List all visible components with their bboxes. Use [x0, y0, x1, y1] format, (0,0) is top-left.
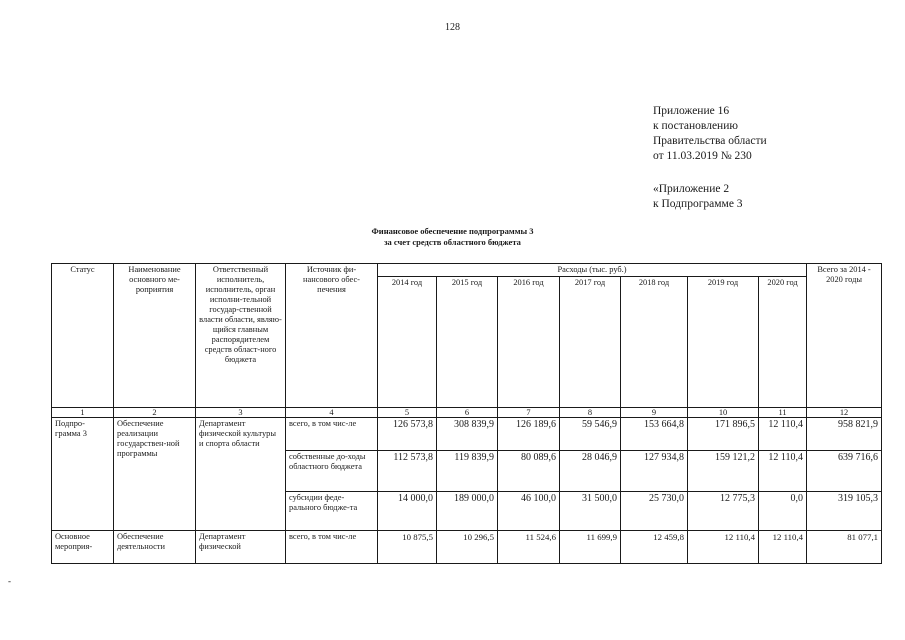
value-cell: 12 110,4 [688, 531, 759, 564]
column-number: 10 [688, 408, 759, 418]
column-number: 4 [286, 408, 378, 418]
value-cell: 127 934,8 [621, 451, 688, 492]
value-cell: 126 573,8 [378, 418, 437, 451]
value-cell: 189 000,0 [437, 492, 498, 531]
source-cell: всего, в том чис-ле [286, 418, 378, 451]
name-cell: Обеспечение деятельности [114, 531, 196, 564]
appendix-block-2 [653, 182, 743, 212]
value-cell: 59 546,9 [560, 418, 621, 451]
header-year: 2018 год [621, 277, 688, 408]
value-cell: 12 459,8 [621, 531, 688, 564]
total-cell: 958 821,9 [807, 418, 882, 451]
appendix2-line-2: к Подпрограмме 3 [653, 198, 743, 210]
header-row [52, 264, 882, 277]
header-year: 2014 год [378, 277, 437, 408]
header-expenses: Расходы (тыс. руб.) [378, 264, 807, 277]
appendix-line-4: от 11.03.2019 № 230 [653, 150, 752, 162]
value-cell: 12 110,4 [759, 531, 807, 564]
margin-mark: - [8, 576, 11, 586]
header-executor: Ответственный исполнитель, исполнитель, орган исполни-тельной государ-ственной власти области, являю-щийся главным распорядителем средств област-ного бюджета [196, 264, 286, 408]
header-source: Источник фи-нансового обес-печения [286, 264, 378, 408]
header-year: 2017 год [560, 277, 621, 408]
header-name: Наименование основного ме-роприятия [114, 264, 196, 408]
value-cell: 153 664,8 [621, 418, 688, 451]
value-cell: 46 100,0 [498, 492, 560, 531]
value-cell: 11 524,6 [498, 531, 560, 564]
title-line-1: Финансовое обеспечение подпрограммы 3 [371, 226, 534, 236]
source-cell: субсидии феде-рального бюдже-та [286, 492, 378, 531]
value-cell: 28 046,9 [560, 451, 621, 492]
document-title [0, 226, 905, 248]
page-number: 128 [445, 22, 460, 33]
executor-cell: Департамент физической культуры и спорта области [196, 418, 286, 531]
value-cell: 12 775,3 [688, 492, 759, 531]
value-cell: 80 089,6 [498, 451, 560, 492]
column-number: 1 [52, 408, 114, 418]
source-cell: всего, в том чис-ле [286, 531, 378, 564]
value-cell: 119 839,9 [437, 451, 498, 492]
executor-cell: Департамент физической [196, 531, 286, 564]
title-line-2: за счет средств областного бюджета [384, 237, 521, 247]
value-cell: 308 839,9 [437, 418, 498, 451]
value-cell: 31 500,0 [560, 492, 621, 531]
column-number: 11 [759, 408, 807, 418]
value-cell: 25 730,0 [621, 492, 688, 531]
column-number: 8 [560, 408, 621, 418]
header-year: 2016 год [498, 277, 560, 408]
column-number: 5 [378, 408, 437, 418]
table-row [52, 418, 882, 451]
header-status: Статус [52, 264, 114, 408]
column-number: 3 [196, 408, 286, 418]
header-year: 2020 год [759, 277, 807, 408]
value-cell: 12 110,4 [759, 418, 807, 451]
value-cell: 10 875,5 [378, 531, 437, 564]
value-cell: 10 296,5 [437, 531, 498, 564]
column-number: 2 [114, 408, 196, 418]
column-number: 6 [437, 408, 498, 418]
value-cell: 126 189,6 [498, 418, 560, 451]
column-number: 9 [621, 408, 688, 418]
status-cell: Основное мероприя- [52, 531, 114, 564]
column-number: 7 [498, 408, 560, 418]
name-cell: Обеспечение реализации государствен-ной программы [114, 418, 196, 531]
value-cell: 11 699,9 [560, 531, 621, 564]
column-number: 12 [807, 408, 882, 418]
value-cell: 159 121,2 [688, 451, 759, 492]
status-cell: Подпро-грамма 3 [52, 418, 114, 531]
appendix-line-1: Приложение 16 [653, 105, 730, 117]
column-number-row [52, 408, 882, 418]
value-cell: 0,0 [759, 492, 807, 531]
appendix-line-3: Правительства области [653, 135, 767, 147]
appendix2-line-1: «Приложение 2 [653, 183, 730, 195]
value-cell: 12 110,4 [759, 451, 807, 492]
header-year: 2019 год [688, 277, 759, 408]
value-cell: 171 896,5 [688, 418, 759, 451]
value-cell: 112 573,8 [378, 451, 437, 492]
total-cell: 319 105,3 [807, 492, 882, 531]
total-cell: 639 716,6 [807, 451, 882, 492]
appendix-line-2: к постановлению [653, 120, 738, 132]
source-cell: собственные до-ходы областного бюджета [286, 451, 378, 492]
financial-table [51, 263, 882, 564]
value-cell: 14 000,0 [378, 492, 437, 531]
table-row [52, 531, 882, 564]
appendix-block [653, 104, 767, 164]
header-year: 2015 год [437, 277, 498, 408]
total-cell: 81 077,1 [807, 531, 882, 564]
header-total: Всего за 2014 - 2020 годы [807, 264, 882, 408]
